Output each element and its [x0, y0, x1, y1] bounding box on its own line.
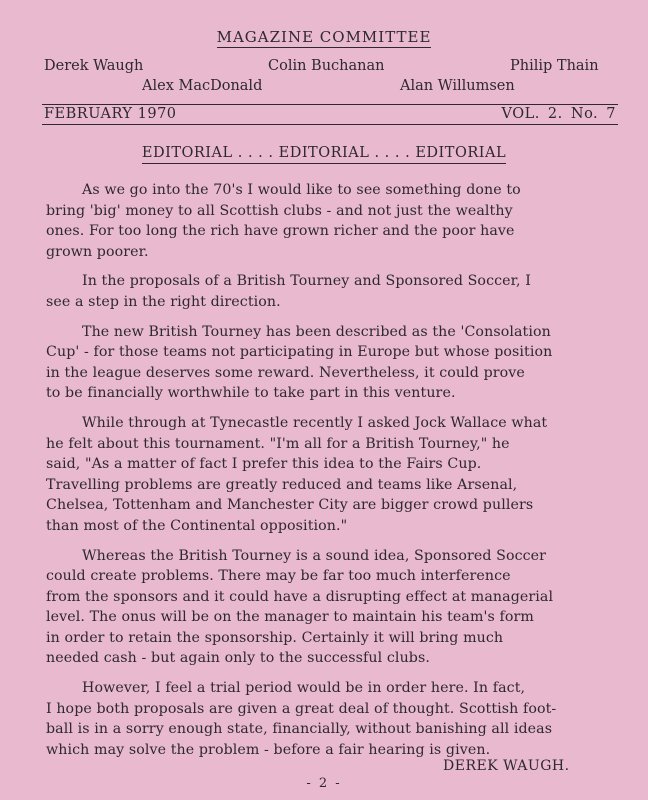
paragraph-line: ones. For too long the rich have grown richer and the poor have: [46, 223, 515, 240]
committee-member-alex-macdonald: Alex MacDonald: [142, 78, 263, 94]
committee-title-text: MAGAZINE COMMITTEE: [216, 28, 432, 46]
paragraph-line: he felt about this tournament. "I'm all for a British Tourney," he: [46, 435, 510, 452]
editorial-paragraph: [46, 413, 618, 537]
editorial-paragraph: [46, 180, 618, 262]
paragraph-line: Travelling problems are greatly reduced and teams like Arsenal,: [46, 476, 518, 493]
paragraph-line: in order to retain the sponsorship. Certainly it will bring much: [46, 629, 504, 646]
paragraph-line: than most of the Continental opposition.": [46, 517, 348, 534]
paragraph-line: from the sponsors and it could have a disrupting effect at managerial: [46, 588, 554, 605]
paragraph-line: needed cash - but again only to the successful clubs.: [46, 650, 430, 667]
editorial-signature: DEREK WAUGH.: [443, 758, 570, 774]
editorial-paragraph: [46, 271, 618, 312]
paragraph-line: However, I feel a trial period would be in order here. In fact,: [82, 680, 526, 697]
paragraph-line: In the proposals of a British Tourney and Sponsored Soccer, I: [82, 273, 531, 290]
paragraph-line: grown poorer.: [46, 243, 149, 260]
paragraph-line: While through at Tynecastle recently I asked Jock Wallace what: [82, 414, 548, 431]
paragraph-line: As we go into the 70's I would like to see something done to: [82, 182, 521, 198]
paragraph-line: Whereas the British Tourney is a sound idea, Sponsored Soccer: [82, 547, 547, 564]
paragraph-line: ball is in a sorry enough state, financially, without banishing all ideas: [46, 721, 553, 738]
paragraph-line: said, "As a matter of fact I prefer this idea to the Fairs Cup.: [46, 456, 482, 473]
issue-top-rule: [42, 104, 618, 105]
issue-volume: VOL. 2. No. 7: [501, 106, 616, 122]
paragraph-line: could create problems. There may be far too much interference: [46, 568, 511, 585]
editorial-heading-text: EDITORIAL . . . . EDITORIAL . . . . EDITORIAL: [142, 145, 506, 164]
committee-member-philip-thain: Philip Thain: [510, 58, 599, 74]
committee-member-derek-waugh: Derek Waugh: [44, 58, 144, 74]
editorial-heading: [0, 145, 648, 161]
paragraph-line: Chelsea, Tottenham and Manchester City are bigger crowd pullers: [46, 497, 534, 514]
editorial-paragraph: [46, 546, 618, 670]
paragraph-line: The new British Tourney has been described as the 'Consolation: [82, 323, 551, 340]
paragraph-line: which may solve the problem - before a fair hearing is given.: [46, 741, 491, 758]
paragraph-line: Cup' - for those teams not participating in Europe but whose position: [46, 344, 553, 361]
editorial-paragraph: [46, 678, 618, 760]
committee-member-alan-willumsen: Alan Willumsen: [400, 78, 515, 94]
committee-member-colin-buchanan: Colin Buchanan: [268, 58, 385, 74]
committee-title: [0, 28, 648, 46]
paragraph-line: I hope both proposals are given a great deal of thought. Scottish foot-: [46, 700, 557, 717]
paragraph-line: in the league deserves some reward. Nevertheless, it could prove: [46, 364, 525, 381]
paragraph-line: to be financially worthwhile to take part in this venture.: [46, 385, 456, 402]
paragraph-line: see a step in the right direction.: [46, 293, 281, 310]
paragraph-line: level. The onus will be on the manager to maintain his team's form: [46, 609, 534, 626]
issue-date: FEBRUARY 1970: [44, 106, 177, 122]
paragraph-line: bring 'big' money to all Scottish clubs - and not just the wealthy: [46, 202, 513, 219]
editorial-paragraph: [46, 322, 618, 404]
issue-bottom-rule: [42, 124, 618, 125]
editorial-body: [46, 180, 618, 769]
page-number: - 2 -: [306, 776, 342, 791]
